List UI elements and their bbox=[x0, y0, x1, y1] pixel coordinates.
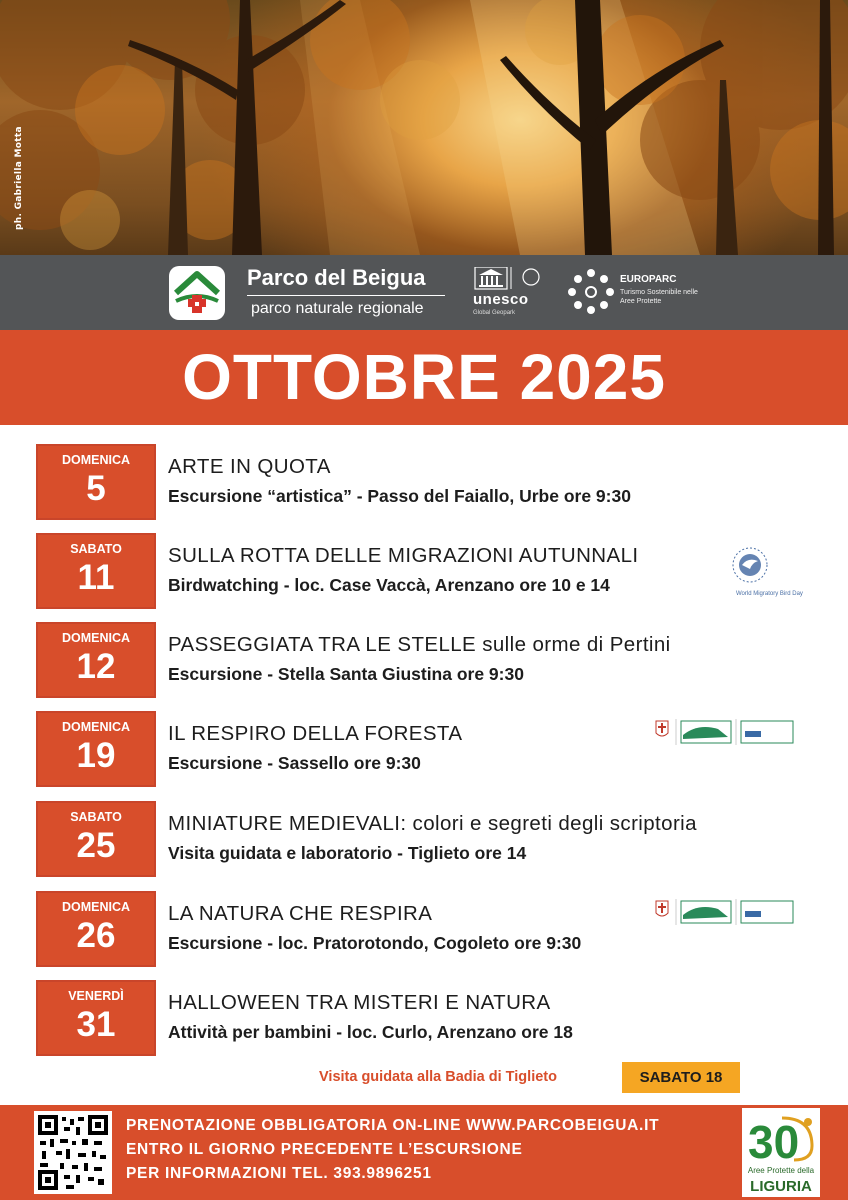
event-row bbox=[36, 622, 826, 698]
anniversary-number: 30 bbox=[748, 1116, 800, 1168]
hero-photo bbox=[0, 0, 848, 255]
event-title: ARTE IN QUOTA bbox=[168, 455, 331, 478]
contact-phone: PER INFORMAZIONI TEL. 393.9896251 bbox=[126, 1165, 432, 1182]
event-description: Escursione - Sassello ore 9:30 bbox=[168, 753, 421, 773]
partner-logos bbox=[648, 717, 798, 747]
booking-info: PRENOTAZIONE OBBLIGATORIA ON-LINE WWW.PARCOBEIGUA.IT bbox=[126, 1117, 660, 1134]
forest-illustration bbox=[0, 0, 848, 255]
event-day: 12 bbox=[76, 647, 116, 686]
note-text: Visita guidata alla Badia di Tiglieto bbox=[319, 1069, 557, 1085]
event-day: 31 bbox=[76, 1005, 116, 1044]
event-weekday: DOMENICA bbox=[61, 631, 131, 645]
partner-logos bbox=[648, 897, 798, 927]
title-band bbox=[0, 330, 848, 425]
event-date bbox=[36, 622, 156, 698]
event-title: SULLA ROTTA DELLE MIGRAZIONI AUTUNNALI bbox=[168, 544, 639, 567]
logo-band bbox=[0, 255, 848, 330]
event-title: PASSEGGIATA TRA LE STELLE sulle orme di Pertini bbox=[168, 633, 671, 656]
qr-code[interactable] bbox=[34, 1111, 112, 1194]
event-weekday: DOMENICA bbox=[61, 453, 131, 467]
event-row bbox=[36, 444, 826, 520]
event-weekday: VENERDÌ bbox=[68, 989, 124, 1003]
event-date bbox=[36, 891, 156, 967]
page-title: OTTOBRE 2025 bbox=[182, 341, 666, 413]
event-row bbox=[36, 891, 826, 967]
event-date bbox=[36, 801, 156, 877]
europarc-subtitle: Turismo Sostenibile nelle Aree Protette bbox=[620, 289, 698, 305]
unesco-subtitle: Global Geopark bbox=[473, 310, 516, 316]
event-description: Escursione - loc. Pratorotondo, Cogoleto ore 9:30 bbox=[168, 933, 582, 953]
event-day: 11 bbox=[77, 558, 115, 597]
event-date bbox=[36, 533, 156, 609]
park-name: Parco del Beigua bbox=[247, 265, 426, 290]
event-title: IL RESPIRO DELLA FORESTA bbox=[168, 722, 463, 745]
event-day: 5 bbox=[86, 469, 106, 508]
europarc-name: EUROPARC bbox=[620, 274, 677, 285]
note-date-badge: SABATO 18 bbox=[622, 1062, 740, 1093]
regione-liguria-crest-icon bbox=[656, 721, 668, 736]
event-title: LA NATURA CHE RESPIRA bbox=[168, 902, 433, 925]
unesco-name: unesco bbox=[473, 291, 529, 308]
event-title: HALLOWEEN TRA MISTERI E NATURA bbox=[168, 991, 551, 1014]
regione-liguria-crest-icon bbox=[656, 901, 668, 916]
europarc-star-icon bbox=[566, 267, 616, 315]
event-day: 25 bbox=[76, 826, 116, 865]
event-description: Birdwatching - loc. Case Vaccà, Arenzano ore 10 e 14 bbox=[168, 575, 610, 595]
event-description: Visita guidata e laboratorio - Tiglieto ore 14 bbox=[168, 843, 527, 863]
anniversary-logo bbox=[742, 1108, 820, 1197]
anniversary-region: LIGURIA bbox=[750, 1178, 812, 1195]
event-date bbox=[36, 444, 156, 520]
event-weekday: DOMENICA bbox=[61, 720, 131, 734]
booking-deadline: ENTRO IL GIORNO PRECEDENTE L’ESCURSIONE bbox=[126, 1141, 523, 1158]
event-row bbox=[36, 980, 826, 1056]
event-day: 19 bbox=[76, 736, 116, 775]
event-weekday: SABATO bbox=[70, 542, 122, 556]
event-weekday: DOMENICA bbox=[61, 900, 131, 914]
event-description: Escursione - Stella Santa Giustina ore 9:30 bbox=[168, 664, 524, 684]
park-subtitle: parco naturale regionale bbox=[251, 300, 424, 317]
anniversary-30-icon bbox=[742, 1108, 820, 1168]
anniversary-subtitle: Aree Protette della bbox=[747, 1166, 815, 1175]
parco-beigua-logo bbox=[168, 265, 226, 321]
bird-day-logo-text: World Migratory Bird Day bbox=[736, 591, 803, 597]
footer bbox=[0, 1105, 848, 1200]
event-date bbox=[36, 711, 156, 787]
qr-code-icon bbox=[38, 1115, 108, 1190]
event-row bbox=[36, 711, 826, 787]
event-description: Escursione “artistica” - Passo del Faiallo, Urbe ore 9:30 bbox=[168, 486, 631, 506]
event-date bbox=[36, 980, 156, 1056]
event-description: Attività per bambini - loc. Curlo, Arenzano ore 18 bbox=[168, 1022, 573, 1042]
park-name-divider bbox=[247, 295, 445, 296]
event-day: 26 bbox=[76, 916, 116, 955]
event-title: MINIATURE MEDIEVALI: colori e segreti degli scriptoria bbox=[168, 812, 697, 835]
event-weekday: SABATO bbox=[70, 810, 122, 824]
photo-credit: ph. Gabriella Motta bbox=[14, 126, 24, 230]
event-row bbox=[36, 533, 826, 609]
event-row bbox=[36, 801, 826, 877]
